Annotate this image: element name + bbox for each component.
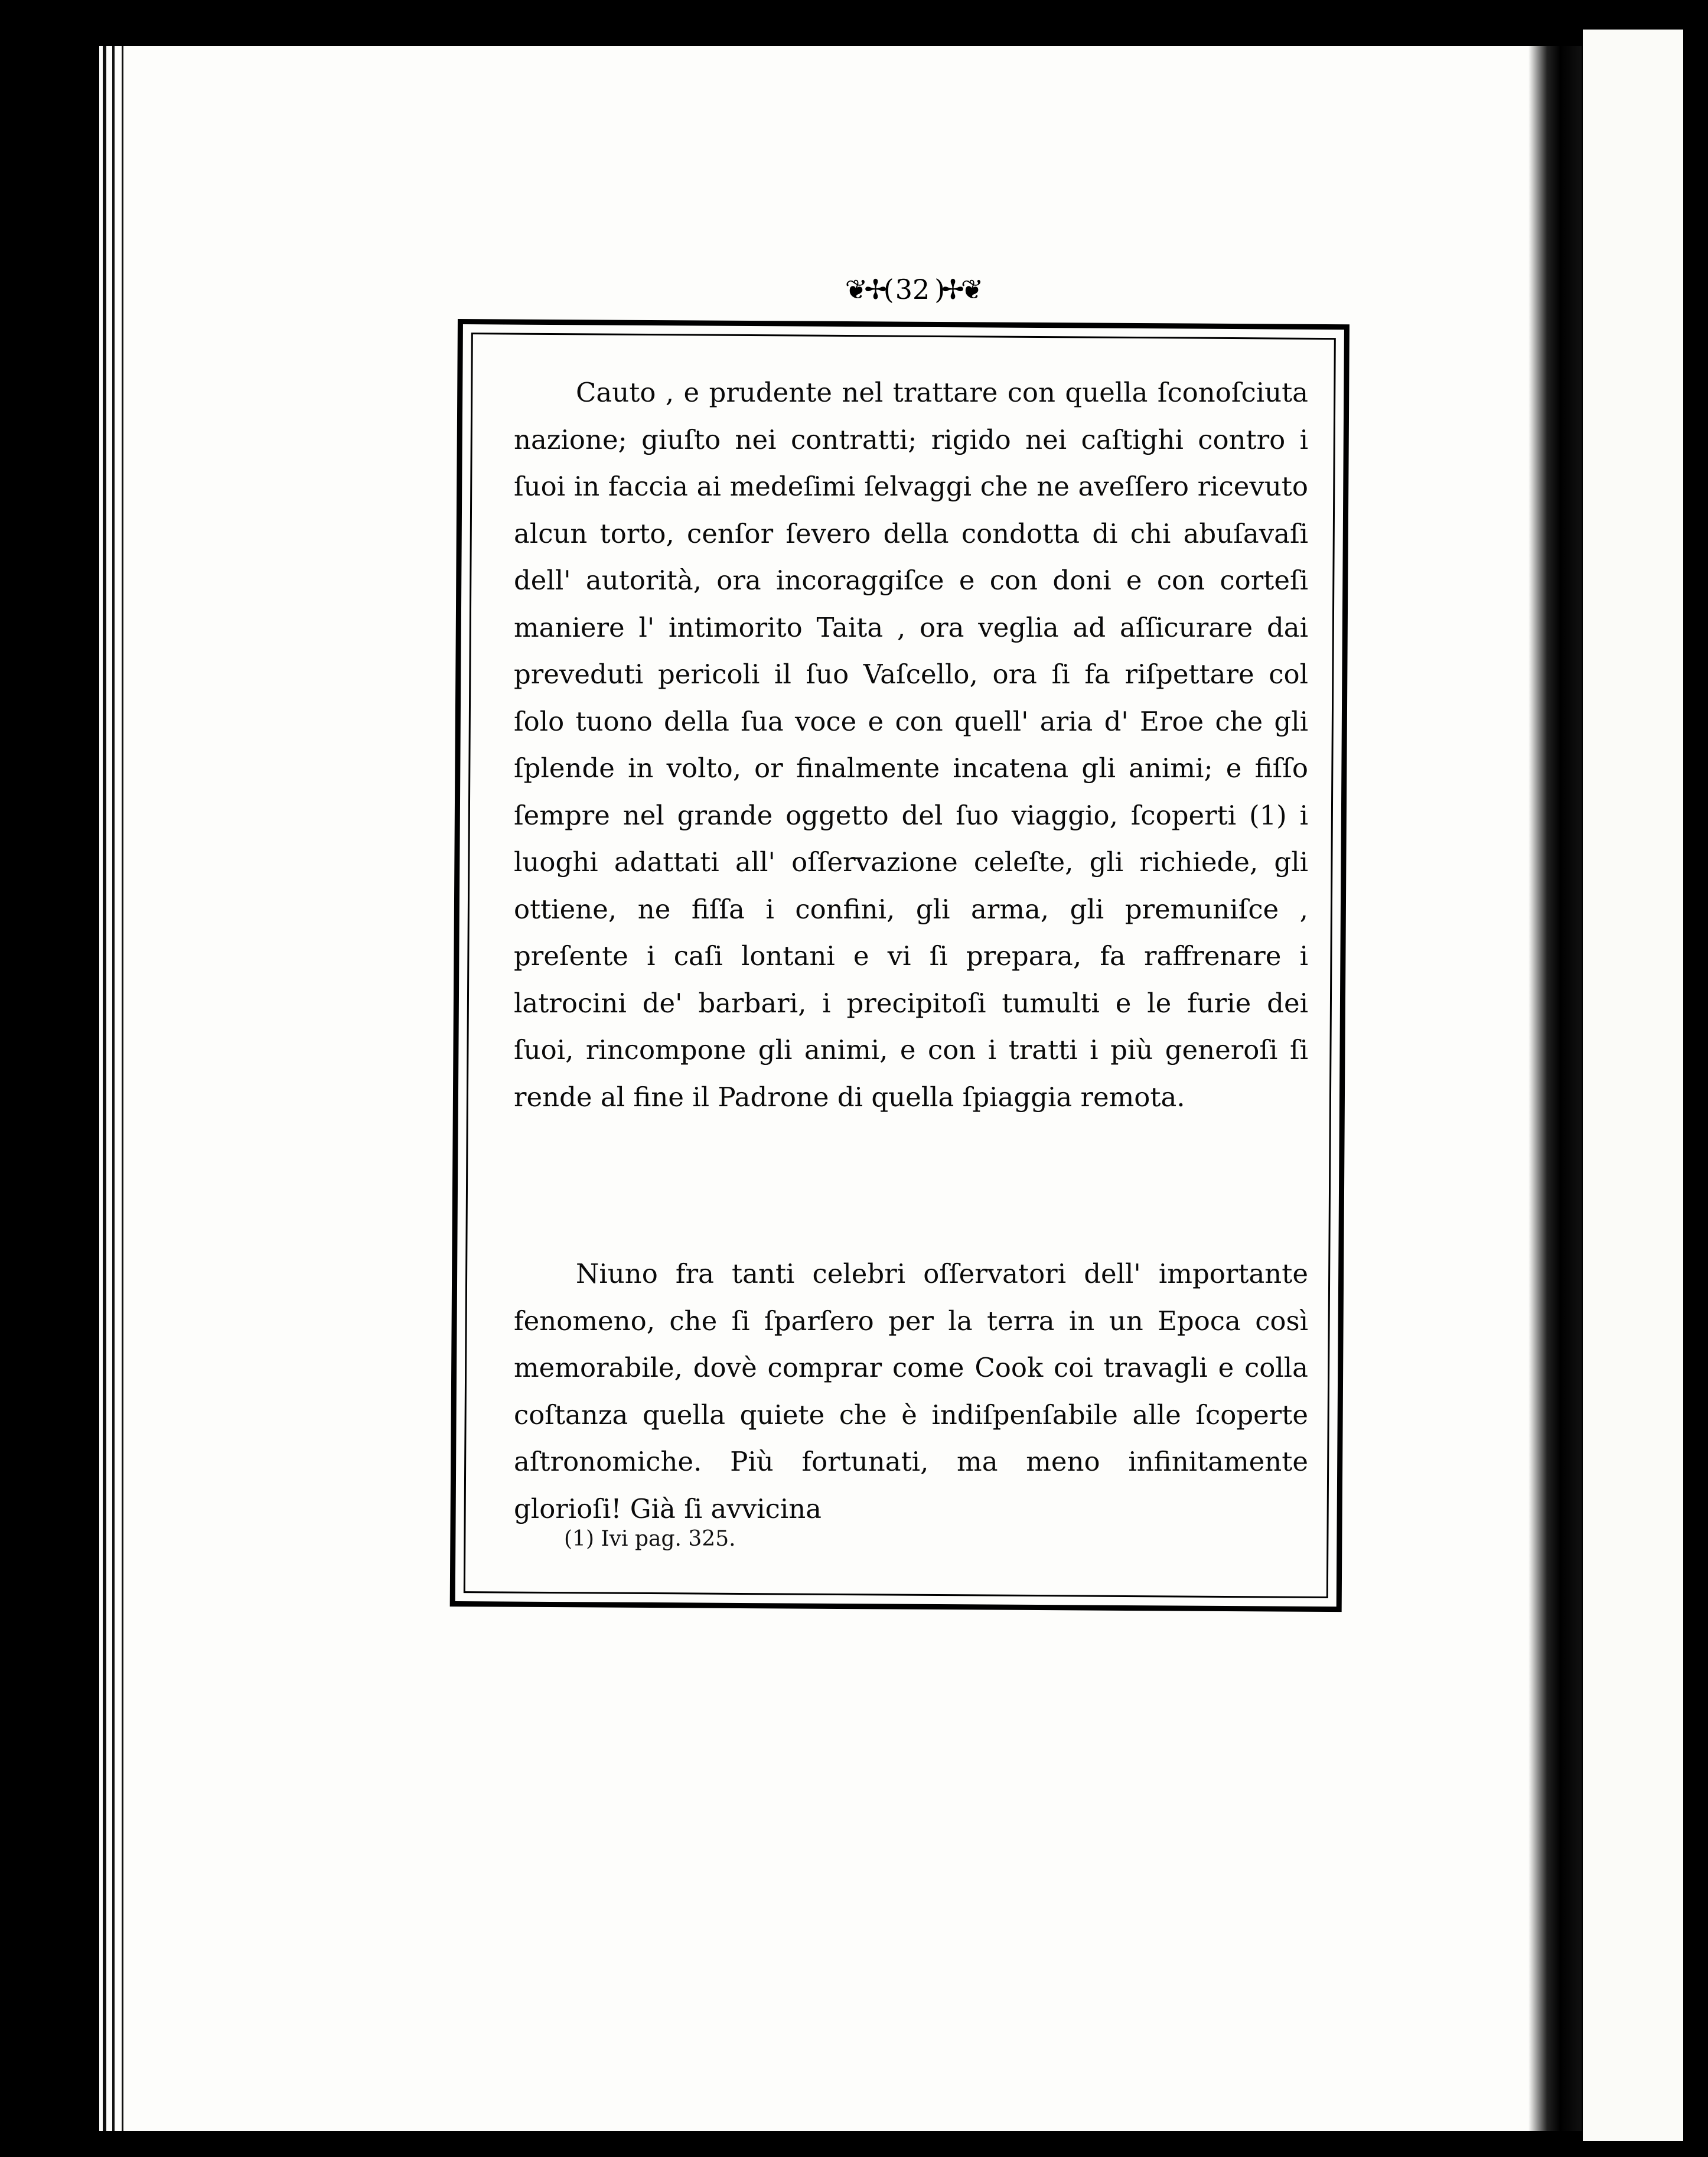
paragraph: Niuno fra tanti celebri oſſervatori dell' importante fenomeno, che ſi ſparſero per la terra in un Epoca così memorabile, dovè comprar come Cook coi travagli e colla coſtanza quella quiete che è indiſpenſabile alle ſcoperte aſtronomiche. Più fortunati, ma meno infinitamente glorioſi! Già ſi avvicina — [514, 1258, 1308, 1524]
binding-edge-line — [112, 46, 115, 2131]
page-number: 32 — [895, 273, 930, 305]
ornament-right: )✢❦ — [934, 273, 980, 305]
paragraph: Cauto , e prudente nel trattare con quella ſconoſciuta nazione; giuſto nei contratti; rigido nei caſtighi contro i ſuoi in faccia ai medeſimi ſelvaggi che ne aveſſero ricevuto alcun torto, cenſor ſevero della condotta di chi abuſavaſi dell' autorità, ora incoraggiſce e con doni e con corteſi maniere l' intimorito Taita , ora veglia ad aſſicurare dai preveduti pericoli il ſuo Vaſcello, ora ſi fa riſpettare col ſolo tuono della ſua voce e con quell' aria d' Eroe che gli ſplende in volto, or finalmente incatena gli animi; e fiſſo ſempre nel grande oggetto del ſuo viaggio, ſcoperti (1) i luoghi adattati all' oſſervazione celeſte, gli richiede, gli ottiene, ne fiſſa i confini, gli arma, gli premuniſce , preſente i caſi lontani e vi ſi prepara, fa raffrenare i latrocini de' barbari, i precipitoſi tumulti e le furie dei ſuoi, rincompone gli animi, e con i tratti i più generoſi ſi rende al fine il Padrone di quella ſpiaggia remota. — [514, 377, 1308, 1113]
adjacent-page-edge — [1583, 30, 1683, 2141]
ornament-left: ❦✢( — [845, 273, 891, 305]
binding-edge-line — [103, 46, 106, 2131]
binding-edge-line — [122, 46, 123, 2131]
body-text — [514, 369, 1308, 1532]
page-fold-shadow — [1528, 46, 1582, 2131]
page-header — [815, 269, 1010, 310]
footnote: (1) Ivi pag. 325. — [564, 1527, 736, 1551]
